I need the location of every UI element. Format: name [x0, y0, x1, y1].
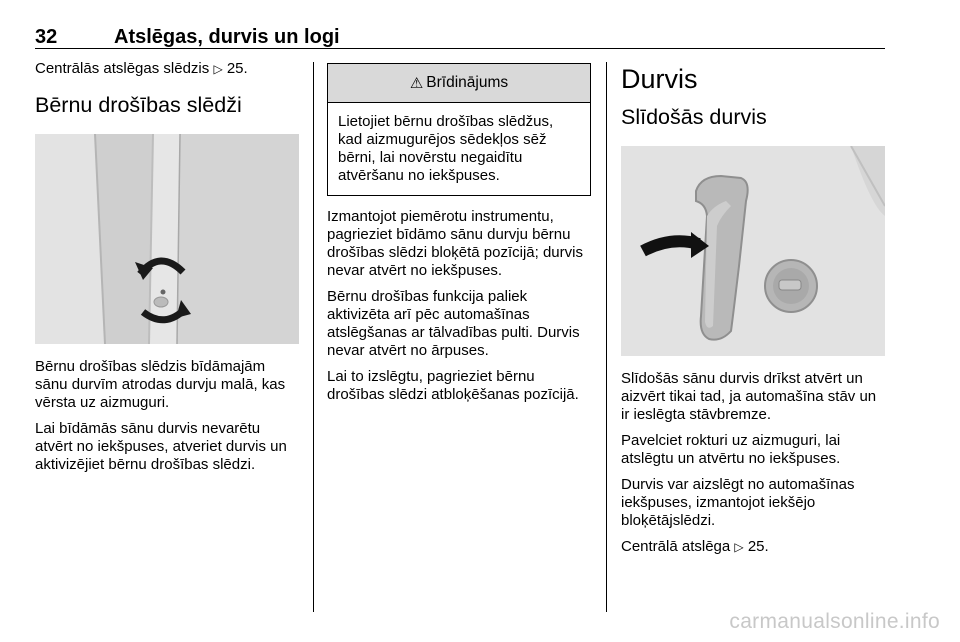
page-ref-icon: ▷	[213, 62, 223, 76]
body-paragraph: Pavelciet rokturi uz aizmuguri, lai atslēgtu un atvērtu no iekšpuses.	[621, 432, 841, 467]
body-paragraph: Durvis var aizslēgt no automašīnas iekšpuses, izmantojot iekšējo bloķētājslēdzi.	[621, 476, 855, 529]
intro-paragraph: Centrālās atslēgas slēdzis ▷ 25.	[35, 60, 248, 77]
section-heading: Slīdošās durvis	[621, 105, 767, 129]
warning-triangle-icon: ⚠	[409, 75, 424, 92]
body-paragraph: Izmantojot piemērotu instrumentu, pagrieziet bīdāmo sānu durvju bērnu drošības slēdzi bloķētā pozīcijā; durvis nevar atvērt no iekšpuses.	[327, 208, 583, 279]
warning-text: Lietojiet bērnu drošības slēdžus, kad aizmugurējos sēdekļos sēž bērni, lai novērstu negaidītu atvēršanu no iekšpuses.	[338, 113, 554, 184]
watermark: carmanualsonline.info	[729, 610, 940, 633]
body-paragraph: Bērnu drošības funkcija paliek aktivizēta arī pēc automašīnas atslēgšanas ar tālvadības pulti. Durvis nevar atvērt no ārpuses.	[327, 288, 580, 359]
warning-title: Brīdinājums	[426, 74, 509, 91]
page-ref[interactable]: 25.	[747, 538, 769, 555]
column-divider	[606, 62, 607, 612]
page-header	[35, 24, 885, 49]
body-paragraph: Lai to izslēgtu, pagrieziet bērnu drošības slēdzi atbloķēšanas pozīcijā.	[327, 368, 579, 403]
column-middle	[327, 60, 591, 412]
body-paragraph: Bērnu drošības slēdzis bīdāmajām sānu durvīm atrodas durvju malā, kas vērsta uz aizmuguri.	[35, 358, 286, 411]
warning-header	[328, 64, 590, 103]
body-paragraph: Slīdošās sānu durvis drīkst atvērt un aizvērt tikai tad, ja automašīna stāv un ir ieslēgta stāvbremze.	[621, 370, 877, 423]
chapter-title: Atslēgas, durvis un logi	[114, 26, 340, 48]
page-ref-icon: ▷	[734, 540, 744, 554]
sliding-door-handle-figure	[621, 146, 885, 356]
column-right	[621, 60, 885, 564]
column-divider	[313, 62, 314, 612]
warning-box	[327, 63, 591, 196]
body-paragraph: Centrālā atslēga ▷ 25.	[621, 538, 769, 555]
column-left	[35, 60, 299, 482]
body-paragraph: Lai bīdāmās sānu durvis nevarētu atvērt no iekšpuses, atveriet durvis un aktivizējiet bērnu drošības slēdzi.	[35, 420, 287, 473]
child-lock-figure	[35, 134, 299, 344]
page-number: 32	[35, 26, 58, 48]
warning-body	[328, 103, 590, 195]
section-heading-main: Durvis	[621, 64, 698, 94]
section-heading: Bērnu drošības slēdži	[35, 93, 242, 117]
page-ref[interactable]: 25.	[226, 60, 248, 77]
